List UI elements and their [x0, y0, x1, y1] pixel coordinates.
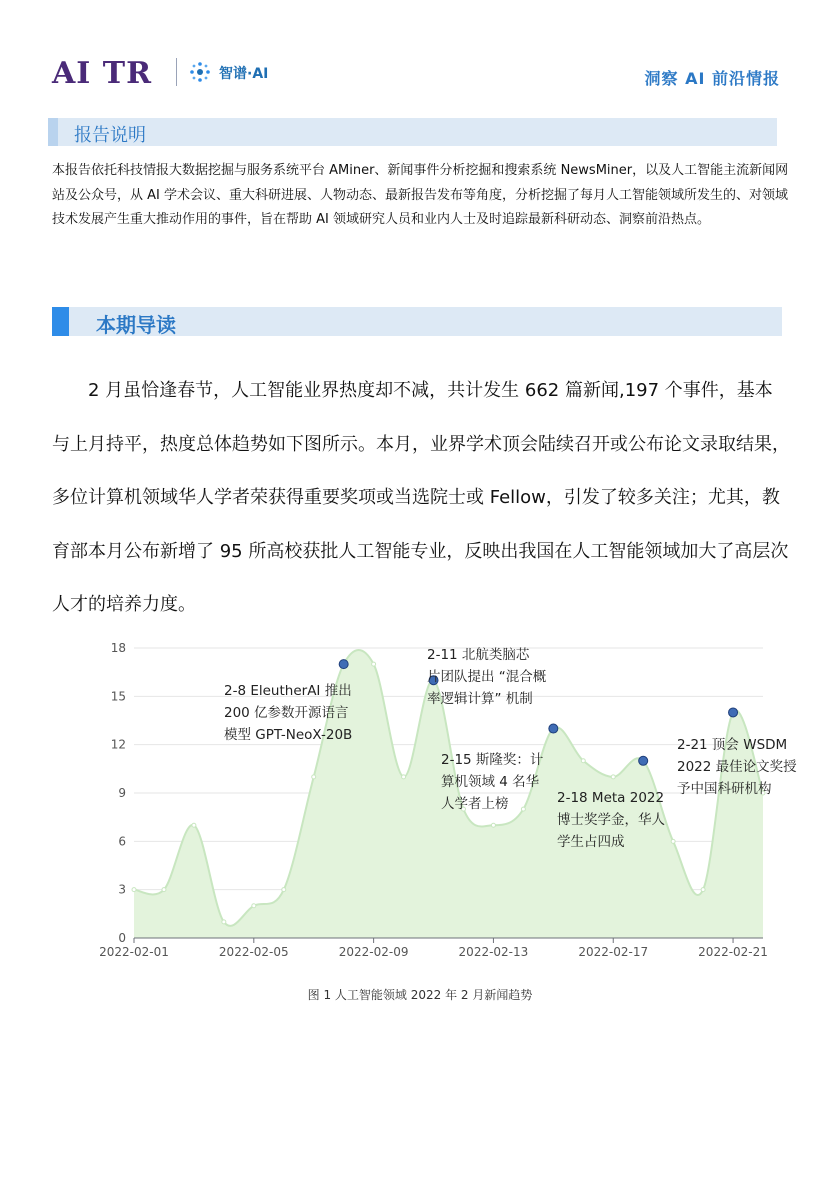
section-report-title: 报告说明: [74, 125, 146, 146]
x-tick-label: 2022-02-05: [218, 945, 289, 959]
event-marker: [339, 660, 348, 669]
event-marker: [549, 724, 558, 733]
y-tick-label: 0: [118, 931, 126, 945]
data-point: [611, 775, 615, 779]
section-report-text: 本报告依托科技情报大数据挖掘与服务系统平台 AMiner、新闻事件分析挖掘和搜索系统 NewsMiner，以及人工智能主流新闻网站及公众号，从 AI 学术会议、重大科研进展、人物动态、最新报告发布等角度，分析挖掘了每月人工智能领域所发生的、对领域技术发展产生重大推动作用的事件，旨在帮助 AI 领域研究人员和业内人士及时追踪最新科研动态、洞察前沿热点。: [52, 163, 789, 228]
y-tick-label: 6: [118, 834, 126, 849]
y-tick-label: 3: [118, 882, 126, 897]
event-label: 率逻辑计算” 机制: [427, 691, 533, 707]
event-label: 予中国科研机构: [677, 781, 772, 797]
data-point: [282, 888, 286, 892]
event-label: 模型 GPT-NeoX-20B: [224, 727, 353, 743]
x-tick-label: 2022-02-09: [338, 945, 409, 959]
section-guide-title: 本期导读: [96, 313, 176, 337]
y-tick-label: 18: [110, 641, 126, 655]
zhipu-logo-text: 智谱·AI: [219, 66, 269, 82]
data-point: [671, 839, 675, 843]
event-label: 片团队提出 “混合概: [427, 669, 547, 685]
aitr-logo: AI TR: [52, 56, 153, 91]
event-label: 算机领域 4 名华: [441, 774, 540, 790]
x-tick-label: 2022-02-21: [698, 945, 768, 959]
header-tagline: 洞察 AI 前沿情报: [644, 69, 780, 88]
y-tick-label: 15: [110, 689, 126, 704]
event-label: 2022 最佳论文奖授: [677, 759, 797, 775]
y-tick-label: 9: [118, 786, 126, 800]
data-point: [312, 775, 316, 779]
event-label: 2-18 Meta 2022: [557, 790, 665, 806]
event-label: 博士奖学金，华人: [557, 812, 665, 828]
data-point: [521, 807, 525, 811]
data-point: [132, 888, 136, 892]
data-point: [222, 920, 226, 924]
event-label: 2-15 斯隆奖：计: [441, 752, 544, 768]
section-guide-text: 2 月虽恰逢春节，人工智能业界热度却不减，共计发生 662 篇新闻,197 个事件，基本与上月持平，热度总体趋势如下图所示。本月，业界学术顶会陆续召开或公布论文录取结果，多位计算机领域华人学者荣获得重要奖项或当选院士或 Fellow，引发了较多关注；尤其，教育部本月公布新增了 95 所高校获批人工智能专业，反映出我国在人工智能领域加大了高层次人才的培养力度。: [52, 380, 790, 615]
event-label: 2-11 北航类脑芯: [427, 647, 530, 663]
event-label: 2-8 EleutherAI 推出: [224, 683, 352, 699]
event-marker: [639, 756, 648, 765]
data-point: [491, 823, 495, 827]
data-point: [372, 662, 376, 666]
data-point: [581, 759, 585, 763]
chart-caption: 图 1 人工智能领域 2022 年 2 月新闻趋势: [307, 988, 533, 1002]
event-label: 2-21 顶会 WSDM: [677, 737, 788, 753]
y-tick-label: 12: [110, 737, 126, 752]
data-point: [701, 888, 705, 892]
event-label: 人学者上榜: [441, 796, 509, 812]
data-point: [402, 775, 406, 779]
x-tick-label: 2022-02-17: [578, 945, 649, 959]
event-label: 学生占四成: [557, 834, 625, 850]
data-point: [162, 888, 166, 892]
event-marker: [729, 708, 738, 717]
event-label: 200 亿参数开源语言: [224, 705, 349, 721]
x-tick-label: 2022-02-01: [99, 945, 169, 959]
data-point: [192, 823, 196, 827]
data-point: [252, 904, 256, 908]
x-tick-label: 2022-02-13: [458, 945, 529, 959]
